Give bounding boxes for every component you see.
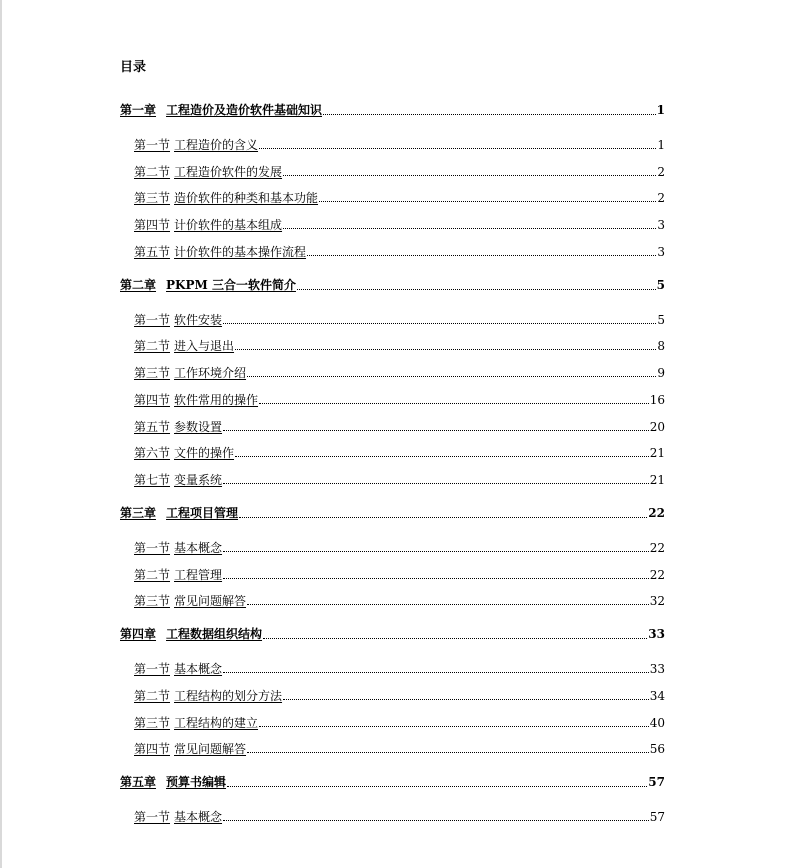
toc-entry-title: 计价软件的基本组成	[174, 218, 283, 233]
toc-entry-link[interactable]	[134, 539, 222, 557]
toc-section-entry[interactable]	[120, 808, 665, 826]
toc-page-number: 1	[657, 138, 665, 152]
toc-entry-title: 工程造价及造价软件基础知识	[166, 103, 323, 117]
toc-entry-link[interactable]	[120, 275, 296, 295]
toc-entry-title: 常见问题解答	[174, 742, 247, 757]
toc-entry-number: 第一节	[134, 662, 171, 677]
toc-entry-link[interactable]	[134, 418, 222, 436]
toc-entry-link[interactable]	[134, 243, 306, 261]
toc-page-number: 22	[649, 567, 665, 582]
toc-page-number: 34	[649, 688, 665, 703]
toc-entry-link[interactable]	[120, 772, 226, 792]
toc-entry-title: 文件的操作	[174, 446, 235, 461]
toc-page-number: 3	[657, 244, 665, 259]
dot-leader	[223, 323, 656, 324]
dot-leader	[223, 551, 649, 552]
toc-entry-number: 第三节	[134, 366, 171, 381]
toc-entry-title: 造价软件的种类和基本功能	[174, 191, 319, 206]
toc-entry-number: 第七节	[134, 472, 171, 487]
toc-entry-number: 第一节	[134, 540, 171, 555]
dot-leader	[263, 638, 647, 639]
dot-leader	[235, 349, 656, 350]
toc-entry-link[interactable]	[134, 189, 318, 207]
dot-leader	[259, 726, 649, 727]
toc-entry-title: 常见问题解答	[174, 594, 247, 609]
toc-page-number: 2	[657, 164, 665, 179]
toc-entry-title: 软件常用的操作	[174, 392, 259, 407]
dot-leader	[319, 201, 656, 202]
toc-page-number: 40	[649, 715, 665, 730]
dot-leader	[259, 403, 649, 404]
toc-entry-title: 工程数据组织结构	[166, 627, 263, 642]
toc-section-entry[interactable]	[120, 163, 665, 181]
dot-leader	[223, 483, 649, 484]
toc-page-number: 1	[656, 103, 665, 117]
toc-section-entry[interactable]	[120, 337, 665, 355]
toc-entry-title: 工程造价软件的发展	[174, 164, 283, 179]
toc-entry-number: 第二节	[134, 688, 171, 703]
toc-entry-link[interactable]	[134, 714, 258, 732]
toc-entry-number: 第五章	[120, 775, 157, 790]
toc-page-number: 33	[648, 627, 665, 642]
dot-leader	[259, 148, 656, 149]
toc-entry-link[interactable]	[134, 687, 282, 705]
toc-entry-title: 工程管理	[174, 567, 223, 582]
toc-entry-link[interactable]	[134, 364, 246, 382]
toc-entry-link[interactable]	[134, 808, 222, 826]
toc-entry-link[interactable]	[120, 624, 262, 644]
toc-entry-title: 预算书编辑	[166, 775, 227, 790]
toc-page-number: 8	[657, 339, 665, 354]
dot-leader	[247, 376, 656, 377]
toc-section-entry[interactable]	[120, 189, 665, 207]
toc-entry-title: 工作环境介绍	[174, 366, 247, 381]
toc-section-entry[interactable]	[120, 714, 665, 732]
toc-page-number: 32	[649, 594, 665, 609]
toc-entry-link[interactable]	[134, 216, 282, 234]
dot-leader	[297, 289, 656, 290]
toc-section-entry[interactable]	[120, 539, 665, 557]
page-edge	[0, 0, 2, 868]
dot-leader	[283, 228, 656, 229]
toc-entry-link[interactable]	[134, 163, 282, 181]
toc-entry-title: 工程结构的建立	[174, 715, 259, 730]
dot-leader	[239, 517, 647, 518]
toc-entry-title: 变量系统	[174, 472, 223, 487]
toc-entry-link[interactable]	[134, 391, 258, 409]
dot-leader	[307, 255, 656, 256]
toc-entry-title: 基本概念	[174, 540, 223, 555]
dot-leader	[247, 604, 649, 605]
table-of-contents	[120, 58, 665, 835]
toc-entry-number: 第一节	[134, 138, 171, 152]
toc-section-entry[interactable]	[120, 687, 665, 705]
toc-entry-number: 第四节	[134, 218, 171, 233]
toc-entry-number: 第三节	[134, 715, 171, 730]
toc-entry-number: 第一节	[134, 810, 171, 825]
toc-entry-link[interactable]	[134, 337, 234, 355]
toc-entry-link[interactable]	[120, 503, 238, 523]
toc-page-number: 5	[656, 277, 665, 292]
toc-section-entry[interactable]	[120, 216, 665, 234]
toc-entry-number: 第四章	[120, 627, 157, 642]
toc-entry-title: 工程项目管理	[166, 505, 239, 520]
toc-entry-link[interactable]	[134, 740, 246, 758]
toc-chapter-entry[interactable]	[120, 624, 665, 644]
toc-section-entry[interactable]	[120, 566, 665, 584]
toc-page-number: 56	[649, 742, 665, 757]
toc-chapter-entry[interactable]	[120, 275, 665, 295]
toc-page-number: 57	[648, 775, 665, 790]
toc-entry-number: 第一节	[134, 312, 171, 327]
toc-entry-link[interactable]	[134, 471, 222, 489]
toc-page-number: 5	[657, 312, 665, 327]
toc-section-entry[interactable]	[120, 471, 665, 489]
toc-entry-title: PKPM 三合一软件简介	[166, 277, 296, 292]
toc-entry-title: 计价软件的基本操作流程	[174, 244, 307, 259]
dot-leader	[283, 699, 649, 700]
toc-section-entry[interactable]	[120, 740, 665, 758]
toc-page-number: 9	[657, 366, 665, 381]
toc-page-number: 22	[648, 505, 665, 520]
toc-entry-title: 基本概念	[174, 662, 223, 677]
toc-page-number: 21	[649, 472, 665, 487]
toc-page-number: 33	[649, 662, 665, 677]
toc-entry-title: 工程结构的划分方法	[174, 688, 283, 703]
toc-page-number: 3	[657, 218, 665, 233]
toc-entry-title: 参数设置	[174, 419, 223, 434]
toc-list	[120, 100, 665, 826]
dot-leader	[283, 175, 656, 176]
dot-leader	[323, 114, 656, 115]
toc-entry-title: 软件安装	[174, 312, 223, 327]
toc-entry-number: 第四节	[134, 392, 171, 407]
toc-section-entry[interactable]	[120, 660, 665, 678]
toc-page-number: 21	[649, 446, 665, 461]
toc-entry-title: 工程造价的含义	[174, 138, 259, 152]
toc-page-number: 16	[649, 392, 665, 407]
toc-section-entry[interactable]	[120, 136, 665, 154]
toc-section-entry[interactable]	[120, 592, 665, 610]
toc-entry-number: 第二节	[134, 164, 171, 179]
toc-entry-number: 第四节	[134, 742, 171, 757]
toc-entry-number: 第一章	[120, 103, 157, 117]
toc-page-number: 20	[649, 419, 665, 434]
toc-entry-link[interactable]	[134, 660, 222, 678]
dot-leader	[227, 786, 647, 787]
toc-entry-number: 第二节	[134, 339, 171, 354]
toc-section-entry[interactable]	[120, 364, 665, 382]
toc-entry-title: 基本概念	[174, 810, 223, 825]
toc-entry-link[interactable]	[134, 592, 246, 610]
toc-entry-number: 第三节	[134, 594, 171, 609]
dot-leader	[223, 430, 649, 431]
toc-section-entry[interactable]	[120, 418, 665, 436]
toc-entry-number: 第三章	[120, 505, 157, 520]
toc-entry-link[interactable]	[134, 444, 234, 462]
toc-entry-number: 第三节	[134, 191, 171, 206]
toc-entry-number: 第五节	[134, 419, 171, 434]
dot-leader	[223, 820, 649, 821]
toc-entry-number: 第五节	[134, 244, 171, 259]
dot-leader	[247, 752, 649, 753]
toc-chapter-entry[interactable]	[120, 100, 665, 120]
toc-section-entry[interactable]	[120, 243, 665, 261]
toc-page-number: 22	[649, 540, 665, 555]
toc-entry-number: 第二章	[120, 277, 157, 292]
toc-entry-number: 第六节	[134, 446, 171, 461]
toc-chapter-entry[interactable]	[120, 503, 665, 523]
toc-entry-number: 第二节	[134, 567, 171, 582]
toc-title: 目录	[120, 60, 147, 75]
dot-leader	[223, 672, 649, 673]
dot-leader	[235, 456, 649, 457]
toc-section-entry[interactable]	[120, 311, 665, 329]
toc-page-number: 57	[649, 810, 665, 825]
toc-section-entry[interactable]	[120, 391, 665, 409]
toc-entry-link[interactable]	[120, 100, 322, 120]
toc-entry-title: 进入与退出	[174, 339, 235, 354]
dot-leader	[223, 578, 649, 579]
toc-entry-link[interactable]	[134, 311, 222, 329]
toc-page-number: 2	[657, 191, 665, 206]
toc-entry-link[interactable]	[134, 566, 222, 584]
toc-chapter-entry[interactable]	[120, 772, 665, 792]
toc-entry-link[interactable]	[134, 136, 258, 154]
toc-section-entry[interactable]	[120, 444, 665, 462]
